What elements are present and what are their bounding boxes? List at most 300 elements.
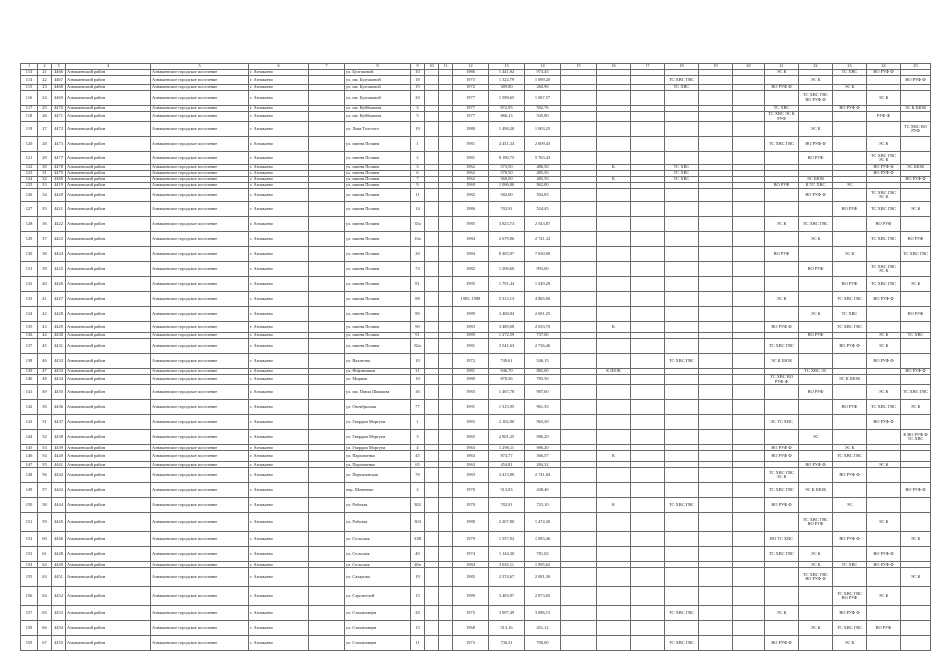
table-row [21, 189, 931, 202]
table-cell: 737,00 [525, 333, 561, 339]
table-cell [765, 277, 799, 292]
table-cell: 4471 [52, 112, 66, 122]
table-cell: ул. Мирная [345, 375, 411, 385]
table-cell: К [597, 165, 631, 171]
table-cell: ТС ХВС ВО РУФ [901, 122, 931, 137]
table-cell [799, 339, 833, 354]
table-cell: 113 [21, 70, 38, 76]
table-cell [699, 415, 733, 430]
table-cell: 51 [38, 415, 52, 430]
table-cell: 2 543,87 [525, 217, 561, 232]
table-cell [439, 76, 453, 85]
table-cell: Азнакаевское городское поселение [151, 217, 249, 232]
table-cell: 34 [38, 189, 52, 202]
table-cell: Азнакаевское городское поселение [151, 339, 249, 354]
table-cell [631, 354, 665, 369]
table-cell: 1979 [453, 532, 489, 547]
table-cell [799, 587, 833, 606]
table-cell: ТС ХВС [665, 177, 699, 183]
table-cell: г. Азнакаево [249, 369, 309, 375]
table-cell [733, 217, 765, 232]
table-cell [631, 636, 665, 651]
table-row [21, 262, 931, 277]
table-cell [425, 430, 439, 445]
table-cell: 30 [38, 165, 52, 171]
column-number-cell: 22 [799, 64, 833, 70]
table-cell [699, 587, 733, 606]
table-cell: 1 [411, 137, 425, 152]
table-cell: 26 [38, 112, 52, 122]
table-cell [765, 152, 799, 165]
table-cell: ЭС К [765, 292, 799, 307]
table-cell [425, 385, 439, 400]
table-cell [665, 307, 699, 322]
table-cell: Азнакаевский район [66, 606, 151, 621]
table-cell [665, 451, 699, 462]
table-cell: г. Азнакаево [249, 292, 309, 307]
table-cell [597, 568, 631, 587]
table-cell: пер. Шевченко [345, 483, 411, 498]
table-cell: 155 [21, 568, 38, 587]
table-cell: Азнакаевский район [66, 277, 151, 292]
table-cell: Азнакаевское городское поселение [151, 189, 249, 202]
table-cell: 45 [411, 451, 425, 462]
table-cell [799, 292, 833, 307]
table-cell: ВО РУФ [799, 333, 833, 339]
table-cell [631, 247, 665, 262]
table-cell: 1984 [453, 247, 489, 262]
table-cell: 284,32 [525, 462, 561, 468]
table-cell [699, 232, 733, 247]
table-cell: 123 [21, 171, 38, 177]
table-cell [765, 202, 799, 217]
table-cell: 157 [21, 606, 38, 621]
table-cell [699, 247, 733, 262]
table-cell: ТС ХВС ГВС [867, 277, 901, 292]
table-row [21, 468, 931, 483]
table-cell: Азнакаевский район [66, 354, 151, 369]
table-cell [561, 247, 597, 262]
table-cell: г. Азнакаево [249, 606, 309, 621]
table-cell: 47 [38, 369, 52, 375]
table-cell: г. Азнакаево [249, 165, 309, 171]
table-cell [425, 498, 439, 513]
table-cell: Азнакаевский район [66, 112, 151, 122]
table-row [21, 430, 931, 445]
table-cell [833, 137, 867, 152]
table-cell: 2 741,32 [525, 232, 561, 247]
table-cell [439, 547, 453, 562]
table-cell: г. Азнакаево [249, 91, 309, 106]
table-cell [901, 547, 931, 562]
table-cell [833, 232, 867, 247]
table-cell: 60 [38, 532, 52, 547]
table-cell [901, 606, 931, 621]
table-cell [561, 498, 597, 513]
table-cell [699, 547, 733, 562]
table-cell [425, 262, 439, 277]
table-cell [309, 262, 345, 277]
table-cell: Азнакаевское городское поселение [151, 232, 249, 247]
table-cell: Азнакаевское городское поселение [151, 369, 249, 375]
table-cell: 11 [411, 189, 425, 202]
table-cell: 23 [38, 85, 52, 91]
table-cell: Азнакаевский район [66, 165, 151, 171]
table-cell [765, 587, 799, 606]
table-cell: Азнакаевское городское поселение [151, 568, 249, 587]
table-cell [833, 76, 867, 85]
table-cell: Азнакаевское городское поселение [151, 462, 249, 468]
table-cell [665, 262, 699, 277]
table-cell [425, 152, 439, 165]
table-row [21, 483, 931, 498]
table-cell: 486,50 [525, 165, 561, 171]
table-cell: г. Азнакаево [249, 307, 309, 322]
table-cell [309, 400, 345, 415]
table-cell: ЭС [833, 183, 867, 189]
table-cell: 4448 [52, 547, 66, 562]
table-cell: К ШОК [597, 369, 631, 375]
table-cell [425, 587, 439, 606]
table-cell: ТС ХВС ГВС [833, 322, 867, 333]
table-cell: 1981 [453, 339, 489, 354]
table-cell: 46 [38, 354, 52, 369]
table-cell: 52 [38, 430, 52, 445]
table-cell [439, 112, 453, 122]
table-cell [631, 112, 665, 122]
table-cell: Азнакаевский район [66, 375, 151, 385]
table-cell [631, 498, 665, 513]
column-number-cell: 12 [453, 64, 489, 70]
table-cell [833, 547, 867, 562]
table-cell: 2 741,84 [525, 468, 561, 483]
table-cell: ЭС К [799, 76, 833, 85]
table-cell: 1991 [453, 400, 489, 415]
table-cell: ул. Пархоменко [345, 462, 411, 468]
table-cell [439, 354, 453, 369]
table-cell: ВО РУФ [799, 152, 833, 165]
table-cell [665, 400, 699, 415]
table-cell: 961,35 [525, 400, 561, 415]
table-cell: 1969 [453, 183, 489, 189]
table-cell: ЭС К [799, 232, 833, 247]
table-cell: 4 865,00 [525, 292, 561, 307]
table-cell: 560,00 [489, 177, 525, 183]
table-cell: 566,57 [525, 451, 561, 462]
table-cell: ЭС К [867, 137, 901, 152]
table-cell [597, 262, 631, 277]
table-cell: г. Азнакаево [249, 339, 309, 354]
table-cell [561, 375, 597, 385]
table-cell: Азнакаевский район [66, 430, 151, 445]
table-cell [597, 385, 631, 400]
table-cell: Азнакаевский район [66, 189, 151, 202]
table-cell [597, 636, 631, 651]
table-cell [425, 400, 439, 415]
table-cell [561, 400, 597, 415]
table-cell: 4443 [52, 483, 66, 498]
table-cell [799, 468, 833, 483]
table-cell: 2 681,25 [525, 307, 561, 322]
table-cell: Азнакаевское городское поселение [151, 70, 249, 76]
table-cell: ул. имени Почина [345, 292, 411, 307]
table-cell: Азнакаевский район [66, 122, 151, 137]
table-cell [309, 152, 345, 165]
column-number-cell: 10 [425, 64, 439, 70]
table-cell [733, 385, 765, 400]
table-cell: 4451 [52, 568, 66, 587]
table-cell: 131 [21, 262, 38, 277]
table-cell: ВО РУФ Ф [833, 106, 867, 112]
table-cell: 147 [21, 462, 38, 468]
table-row [21, 547, 931, 562]
table-cell: 4433 [52, 369, 66, 375]
table-cell [699, 636, 733, 651]
table-cell [901, 415, 931, 430]
column-number-cell: 23 [833, 64, 867, 70]
table-cell: 150 [21, 498, 38, 513]
table-cell [733, 547, 765, 562]
table-cell: 40 [411, 547, 425, 562]
table-cell: 20 [411, 91, 425, 106]
table-cell: 1 498,20 [489, 122, 525, 137]
table-cell: Азнакаевский район [66, 91, 151, 106]
table-cell: ул. Гвардии Моргуна [345, 415, 411, 430]
table-row [21, 636, 931, 651]
table-cell [425, 307, 439, 322]
table-cell: 14 [411, 202, 425, 217]
table-cell: ТС ХВС ЭС [799, 369, 833, 375]
table-cell [765, 430, 799, 445]
table-cell: 31В [411, 532, 425, 547]
table-row [21, 339, 931, 354]
table-cell: ВО РУФ Ф [799, 462, 833, 468]
table-cell [631, 262, 665, 277]
column-number-cell: 5 [151, 64, 249, 70]
table-cell: Азнакаевское городское поселение [151, 451, 249, 462]
table-cell [833, 217, 867, 232]
table-cell: ВО РУФ [765, 183, 799, 189]
table-cell: 504,83 [525, 189, 561, 202]
table-cell: 725,10 [525, 498, 561, 513]
table-cell: 986,20 [525, 430, 561, 445]
table-cell [699, 152, 733, 165]
table-cell: Азнакаевский район [66, 177, 151, 183]
table-cell [597, 277, 631, 292]
table-cell: 27 [38, 122, 52, 137]
table-cell [631, 91, 665, 106]
table-cell: ВО РУФ Ф [833, 339, 867, 354]
table-cell [699, 262, 733, 277]
table-cell: 114 [21, 76, 38, 85]
table-cell [901, 636, 931, 651]
table-cell: 1 067,57 [525, 91, 561, 106]
table-cell [665, 122, 699, 137]
table-cell [665, 547, 699, 562]
table-cell: 1 467,78 [489, 385, 525, 400]
table-cell: 4479 [52, 171, 66, 177]
column-number-cell: 2 [38, 64, 52, 70]
table-cell: 3 413,80 [489, 468, 525, 483]
table-cell [901, 112, 931, 122]
table-cell: 3 483,97 [489, 587, 525, 606]
table-cell [597, 606, 631, 621]
table-cell [631, 513, 665, 532]
table-cell [439, 232, 453, 247]
table-cell: ул. им. Булгаковой [345, 85, 411, 91]
table-cell: ЭС ШОК [901, 165, 931, 171]
table-cell [597, 375, 631, 385]
table-cell: 2 207,80 [489, 513, 525, 532]
table-cell: ул. имени Почина [345, 189, 411, 202]
table-cell: ТС ХВС ЭС К РУФ [765, 112, 799, 122]
table-cell [309, 415, 345, 430]
table-cell [631, 152, 665, 165]
table-cell: Азнакаевский район [66, 152, 151, 165]
table-cell: 90 [411, 322, 425, 333]
table-cell: ВО РУФ Ф [867, 415, 901, 430]
table-cell: г. Азнакаево [249, 513, 309, 532]
table-cell: ЭС К ШОК [901, 106, 931, 112]
table-cell: ЭС К [867, 339, 901, 354]
table-cell [631, 76, 665, 85]
table-cell [439, 621, 453, 636]
table-cell: 1983 [453, 322, 489, 333]
table-cell: 1985 [453, 217, 489, 232]
table-cell: ТС ХВС ГВС ЭС К [867, 152, 901, 165]
table-cell [425, 547, 439, 562]
table-cell: 4 [411, 445, 425, 451]
table-cell: 1968 [453, 621, 489, 636]
table-cell: Азнакаевский район [66, 217, 151, 232]
table-cell [765, 513, 799, 532]
table-cell [309, 112, 345, 122]
table-cell: 19 [411, 85, 425, 91]
table-cell: Азнакаевский район [66, 621, 151, 636]
table-cell [439, 587, 453, 606]
table-cell: 5 [411, 112, 425, 122]
table-cell: 4477 [52, 152, 66, 165]
table-cell: г. Азнакаево [249, 247, 309, 262]
table-cell [699, 137, 733, 152]
table-cell: 153 [21, 547, 38, 562]
table-cell: ул. имени Почина [345, 137, 411, 152]
table-cell: Азнакаевское городское поселение [151, 322, 249, 333]
table-cell [901, 468, 931, 483]
table-cell: ВО РУФ Ф [765, 445, 799, 451]
table-cell [733, 339, 765, 354]
table-row [21, 152, 931, 165]
table-cell [309, 483, 345, 498]
table-cell: 578,50 [489, 171, 525, 177]
table-cell: 3 823,73 [489, 217, 525, 232]
table-cell: ТС ХВС ГВС [833, 451, 867, 462]
table-cell [631, 587, 665, 606]
table-cell: 4452 [52, 587, 66, 606]
table-cell [733, 247, 765, 262]
table-cell: ЭС К [799, 307, 833, 322]
table-cell [733, 468, 765, 483]
table-cell [597, 247, 631, 262]
table-cell: 4478 [52, 165, 66, 171]
table-cell: 63 [38, 568, 52, 587]
table-cell: 10 [411, 375, 425, 385]
table-cell [867, 451, 901, 462]
table-cell [561, 232, 597, 247]
table-cell: ЭС К ШОК [765, 354, 799, 369]
table-cell [425, 354, 439, 369]
table-cell [309, 547, 345, 562]
table-cell: 304 [411, 513, 425, 532]
table-cell [631, 415, 665, 430]
table-row [21, 621, 931, 636]
table-cell: 485,50 [525, 177, 561, 183]
table-cell: 8 180,75 [489, 152, 525, 165]
table-cell: Азнакаевское городское поселение [151, 76, 249, 85]
table-cell [901, 513, 931, 532]
table-cell [699, 322, 733, 333]
table-cell: 2 081,50 [525, 568, 561, 587]
table-cell [561, 339, 597, 354]
table-cell [597, 400, 631, 415]
table-cell [425, 468, 439, 483]
table-cell [733, 122, 765, 137]
table-cell [561, 112, 597, 122]
table-cell: ТС ХВС ГВС ВО РУФ [833, 587, 867, 606]
table-cell [631, 451, 665, 462]
table-cell: 4419 [52, 183, 66, 189]
table-cell: ул. Вахитова [345, 354, 411, 369]
table-cell [901, 354, 931, 369]
table-cell [901, 587, 931, 606]
table-cell [439, 415, 453, 430]
table-cell [665, 621, 699, 636]
column-number-cell: 17 [631, 64, 665, 70]
table-cell: Азнакаевское городское поселение [151, 106, 249, 112]
table-cell: Азнакаевское городское поселение [151, 277, 249, 292]
table-cell: 54 [38, 451, 52, 462]
table-cell [665, 339, 699, 354]
table-cell [561, 152, 597, 165]
table-cell [439, 498, 453, 513]
table-cell: 31 [411, 369, 425, 375]
table-cell [597, 152, 631, 165]
table-cell [631, 217, 665, 232]
table-row [21, 202, 931, 217]
table-cell: ул. Гвардии Моргуна [345, 445, 411, 451]
table-cell: 974,45 [525, 70, 561, 76]
table-cell [665, 277, 699, 292]
table-cell: 3 [411, 106, 425, 112]
table-cell [867, 375, 901, 385]
table-cell: 144 [21, 430, 38, 445]
table-cell: 1984 [453, 562, 489, 568]
table-cell: 3 408,84 [489, 307, 525, 322]
table-cell [439, 292, 453, 307]
table-cell: ТС ХВС ГВС [867, 400, 901, 415]
table-cell [309, 568, 345, 587]
table-cell [425, 451, 439, 462]
table-cell: 145 [21, 445, 38, 451]
table-cell [699, 621, 733, 636]
table-cell: 116 [21, 91, 38, 106]
table-cell [439, 202, 453, 217]
table-cell: 1 322,79 [489, 76, 525, 85]
table-cell: ВО РУФ Ф [867, 547, 901, 562]
table-cell [699, 277, 733, 292]
table-cell [867, 498, 901, 513]
table-cell [901, 451, 931, 462]
